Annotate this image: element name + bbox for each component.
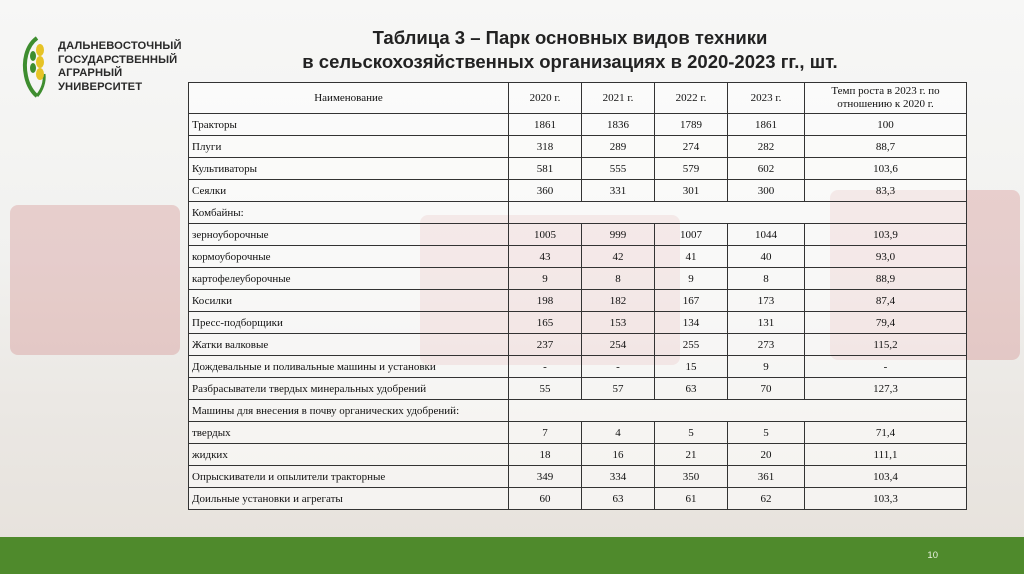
cell-2021: 63	[582, 488, 655, 510]
cell-2021: 331	[582, 180, 655, 202]
cell-growth-rate: 103,3	[805, 488, 967, 510]
cell-2021: 16	[582, 444, 655, 466]
cell-2021: 153	[582, 312, 655, 334]
cell-name: Культиваторы	[189, 158, 509, 180]
header-2021: 2021 г.	[582, 83, 655, 114]
table-row	[189, 334, 967, 356]
cell-2022: 21	[655, 444, 728, 466]
cell-2020: 237	[509, 334, 582, 356]
cell-growth-rate: 115,2	[805, 334, 967, 356]
cell-2020: 360	[509, 180, 582, 202]
table-row	[189, 114, 967, 136]
cell-2022: 255	[655, 334, 728, 356]
cell-growth-rate: 71,4	[805, 422, 967, 444]
group-label: Комбайны:	[189, 202, 509, 224]
table-row	[189, 466, 967, 488]
logo-line: ГОСУДАРСТВЕННЫЙ	[58, 53, 178, 66]
cell-growth-rate: 103,4	[805, 466, 967, 488]
title-line-2: в сельскохозяйственных организациях в 2020-2023 гг., шт.	[302, 51, 838, 72]
table-row	[189, 378, 967, 400]
logo-text	[58, 40, 182, 94]
cell-2023: 1044	[728, 224, 805, 246]
cell-name: Разбрасыватели твердых минеральных удобрений	[189, 378, 509, 400]
cell-2023: 300	[728, 180, 805, 202]
table-row	[189, 246, 967, 268]
cell-name: картофелеуборочные	[189, 268, 509, 290]
table-row	[189, 444, 967, 466]
cell-2021: 42	[582, 246, 655, 268]
cell-growth-rate: 79,4	[805, 312, 967, 334]
cell-2020: 1005	[509, 224, 582, 246]
cell-name: Доильные установки и агрегаты	[189, 488, 509, 510]
slide-title	[190, 26, 950, 74]
cell-2022: 9	[655, 268, 728, 290]
cell-2022: 350	[655, 466, 728, 488]
group-label: Машины для внесения в почву органических удобрений:	[189, 400, 509, 422]
cell-2022: 15	[655, 356, 728, 378]
cell-2022: 61	[655, 488, 728, 510]
cell-2021: 555	[582, 158, 655, 180]
table-group-row	[189, 400, 967, 422]
cell-2020: 1861	[509, 114, 582, 136]
cell-growth-rate: 127,3	[805, 378, 967, 400]
cell-2023: 282	[728, 136, 805, 158]
wheat-logo-icon	[20, 36, 54, 98]
cell-2020: 43	[509, 246, 582, 268]
cell-2021: 289	[582, 136, 655, 158]
cell-2022: 5	[655, 422, 728, 444]
cell-name: зерноуборочные	[189, 224, 509, 246]
logo-line: УНИВЕРСИТЕТ	[58, 80, 143, 93]
cell-name: Плуги	[189, 136, 509, 158]
cell-2020: -	[509, 356, 582, 378]
cell-2023: 1861	[728, 114, 805, 136]
cell-growth-rate: 111,1	[805, 444, 967, 466]
cell-2023: 9	[728, 356, 805, 378]
header-name: Наименование	[189, 83, 509, 114]
cell-2020: 9	[509, 268, 582, 290]
cell-growth-rate: 87,4	[805, 290, 967, 312]
cell-2020: 165	[509, 312, 582, 334]
cell-2023: 602	[728, 158, 805, 180]
table-row	[189, 268, 967, 290]
cell-name: Дождевальные и поливальные машины и установки	[189, 356, 509, 378]
cell-2020: 7	[509, 422, 582, 444]
cell-2021: 334	[582, 466, 655, 488]
table-row	[189, 224, 967, 246]
header-2022: 2022 г.	[655, 83, 728, 114]
table-row	[189, 422, 967, 444]
equipment-table	[188, 82, 967, 510]
cell-2022: 134	[655, 312, 728, 334]
empty-cell	[509, 400, 967, 422]
cell-2022: 63	[655, 378, 728, 400]
cell-2020: 349	[509, 466, 582, 488]
cell-2021: 4	[582, 422, 655, 444]
cell-2022: 1789	[655, 114, 728, 136]
cell-2023: 131	[728, 312, 805, 334]
page-number: 10	[927, 550, 938, 561]
cell-2022: 41	[655, 246, 728, 268]
cell-2023: 8	[728, 268, 805, 290]
header-2020: 2020 г.	[509, 83, 582, 114]
cell-name: Опрыскиватели и опылители тракторные	[189, 466, 509, 488]
cell-growth-rate: -	[805, 356, 967, 378]
cell-name: Косилки	[189, 290, 509, 312]
cell-2020: 198	[509, 290, 582, 312]
table-row	[189, 180, 967, 202]
cell-2020: 55	[509, 378, 582, 400]
cell-2020: 581	[509, 158, 582, 180]
table-header-row	[189, 83, 967, 114]
title-line-1: Таблица 3 – Парк основных видов техники	[372, 27, 768, 48]
cell-2021: 57	[582, 378, 655, 400]
cell-2023: 40	[728, 246, 805, 268]
header-2023: 2023 г.	[728, 83, 805, 114]
empty-cell	[509, 202, 967, 224]
cell-name: Тракторы	[189, 114, 509, 136]
cell-growth-rate: 83,3	[805, 180, 967, 202]
cell-2021: 254	[582, 334, 655, 356]
cell-2023: 173	[728, 290, 805, 312]
cell-2022: 301	[655, 180, 728, 202]
cell-growth-rate: 100	[805, 114, 967, 136]
cell-2023: 273	[728, 334, 805, 356]
cell-growth-rate: 103,9	[805, 224, 967, 246]
cell-2020: 318	[509, 136, 582, 158]
footer-bar	[0, 537, 1024, 574]
table-row	[189, 356, 967, 378]
cell-2021: 182	[582, 290, 655, 312]
cell-growth-rate: 88,7	[805, 136, 967, 158]
cell-2023: 361	[728, 466, 805, 488]
cell-name: кормоуборочные	[189, 246, 509, 268]
cell-growth-rate: 88,9	[805, 268, 967, 290]
cell-2023: 5	[728, 422, 805, 444]
background-harvester-left	[10, 205, 180, 355]
cell-2021: 999	[582, 224, 655, 246]
cell-2020: 60	[509, 488, 582, 510]
cell-name: Сеялки	[189, 180, 509, 202]
cell-2022: 274	[655, 136, 728, 158]
cell-2022: 1007	[655, 224, 728, 246]
university-logo	[20, 36, 190, 100]
cell-name: жидких	[189, 444, 509, 466]
cell-2023: 20	[728, 444, 805, 466]
table-row	[189, 158, 967, 180]
cell-2021: 1836	[582, 114, 655, 136]
cell-name: Жатки валковые	[189, 334, 509, 356]
cell-2022: 167	[655, 290, 728, 312]
cell-growth-rate: 93,0	[805, 246, 967, 268]
cell-2021: -	[582, 356, 655, 378]
table-row	[189, 312, 967, 334]
cell-2023: 62	[728, 488, 805, 510]
cell-2020: 18	[509, 444, 582, 466]
cell-2021: 8	[582, 268, 655, 290]
cell-name: Пресс-подборщики	[189, 312, 509, 334]
cell-growth-rate: 103,6	[805, 158, 967, 180]
cell-name: твердых	[189, 422, 509, 444]
table-group-row	[189, 202, 967, 224]
logo-line: АГРАРНЫЙ	[58, 67, 123, 80]
logo-line: ДАЛЬНЕВОСТОЧНЫЙ	[58, 40, 182, 52]
cell-2022: 579	[655, 158, 728, 180]
table-row	[189, 488, 967, 510]
cell-2023: 70	[728, 378, 805, 400]
table-row	[189, 136, 967, 158]
table-row	[189, 290, 967, 312]
header-growth-rate: Темп роста в 2023 г. по отношению к 2020 г.	[805, 83, 967, 114]
